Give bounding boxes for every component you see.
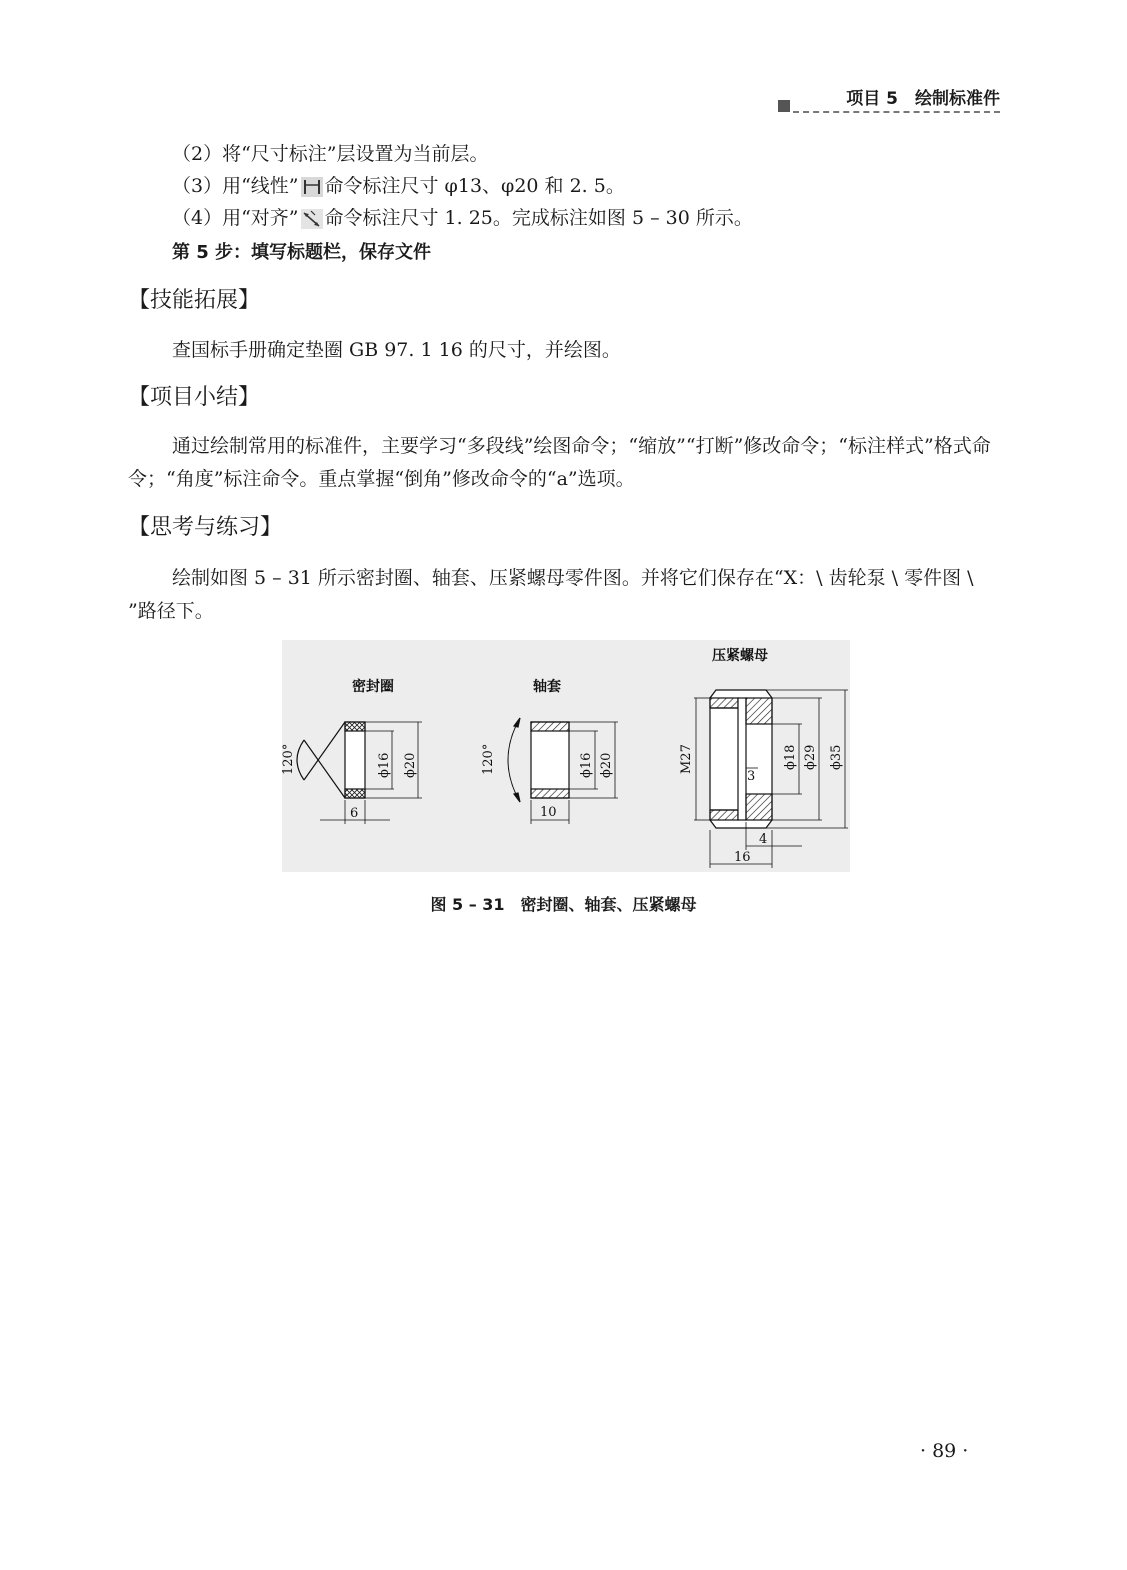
- dim-linear-icon: [301, 177, 323, 197]
- nut-d35: ϕ35: [829, 744, 844, 770]
- label-seal: 密封圈: [352, 679, 394, 695]
- nut-dim-4: 4: [759, 832, 768, 847]
- sleeve-angle: 120°: [481, 743, 496, 775]
- step-4-prefix: （4）用“对齐”: [172, 207, 299, 229]
- section-heading-exercise: 【思考与练习】: [128, 515, 283, 540]
- nut-dim-16: 16: [734, 850, 751, 865]
- label-sleeve: 轴套: [533, 679, 561, 695]
- step-4-suffix: 命令标注尺寸 1. 25。完成标注如图 5 – 30 所示。: [324, 207, 753, 229]
- step-3-prefix: （3）用“线性”: [172, 175, 299, 197]
- dim-aligned-icon: [301, 209, 323, 229]
- step-3: [172, 173, 625, 199]
- section-heading-skill: 【技能拓展】: [128, 288, 261, 313]
- nut-dim-3: 3: [747, 769, 756, 784]
- section-body-summary: 通过绘制常用的标准件，主要学习“多段线”绘图命令；“缩放”“打断”修改命令；“标注样式”格式命令；“角度”标注命令。重点掌握“倒角”修改命令的“a”选项。: [128, 435, 991, 490]
- running-header: 项目 5 绘制标准件: [846, 89, 1000, 109]
- nut-d18: ϕ18: [783, 744, 798, 770]
- seal-d16: ϕ16: [377, 752, 392, 778]
- section-heading-summary: 【项目小结】: [128, 385, 261, 410]
- nut-drawing: [694, 690, 848, 868]
- seal-d20: ϕ20: [403, 752, 418, 778]
- page-number: · 89 ·: [920, 1440, 969, 1462]
- step-5-heading: 第 5 步：填写标题栏，保存文件: [172, 242, 432, 263]
- header-marker: [778, 100, 790, 112]
- section-body-exercise: 绘制如图 5 – 31 所示密封圈、轴套、压紧螺母零件图。并将它们保存在“X：\ 齿轮泵 \ 零件图 \ ”路径下。: [128, 567, 974, 622]
- step-2: （2）将“尺寸标注”层设置为当前层。: [172, 143, 489, 165]
- figure-caption: 图 5 – 31 密封圈、轴套、压紧螺母: [430, 895, 697, 914]
- sleeve-d20: ϕ20: [599, 752, 614, 778]
- seal-angle: 120°: [282, 743, 296, 775]
- section-body-skill: 查国标手册确定垫圈 GB 97. 1 16 的尺寸，并绘图。: [172, 339, 621, 361]
- step-3-suffix: 命令标注尺寸 φ13、φ20 和 2. 5。: [324, 175, 625, 197]
- sleeve-width: 10: [540, 805, 557, 820]
- step-4: [172, 205, 753, 231]
- header-rule: [793, 111, 1000, 113]
- seal-width: 6: [350, 806, 359, 821]
- figure-5-31: [282, 640, 850, 872]
- label-nut: 压紧螺母: [712, 648, 768, 664]
- nut-d29: ϕ29: [803, 744, 818, 770]
- nut-thread: M27: [679, 744, 694, 774]
- sleeve-d16: ϕ16: [579, 752, 594, 778]
